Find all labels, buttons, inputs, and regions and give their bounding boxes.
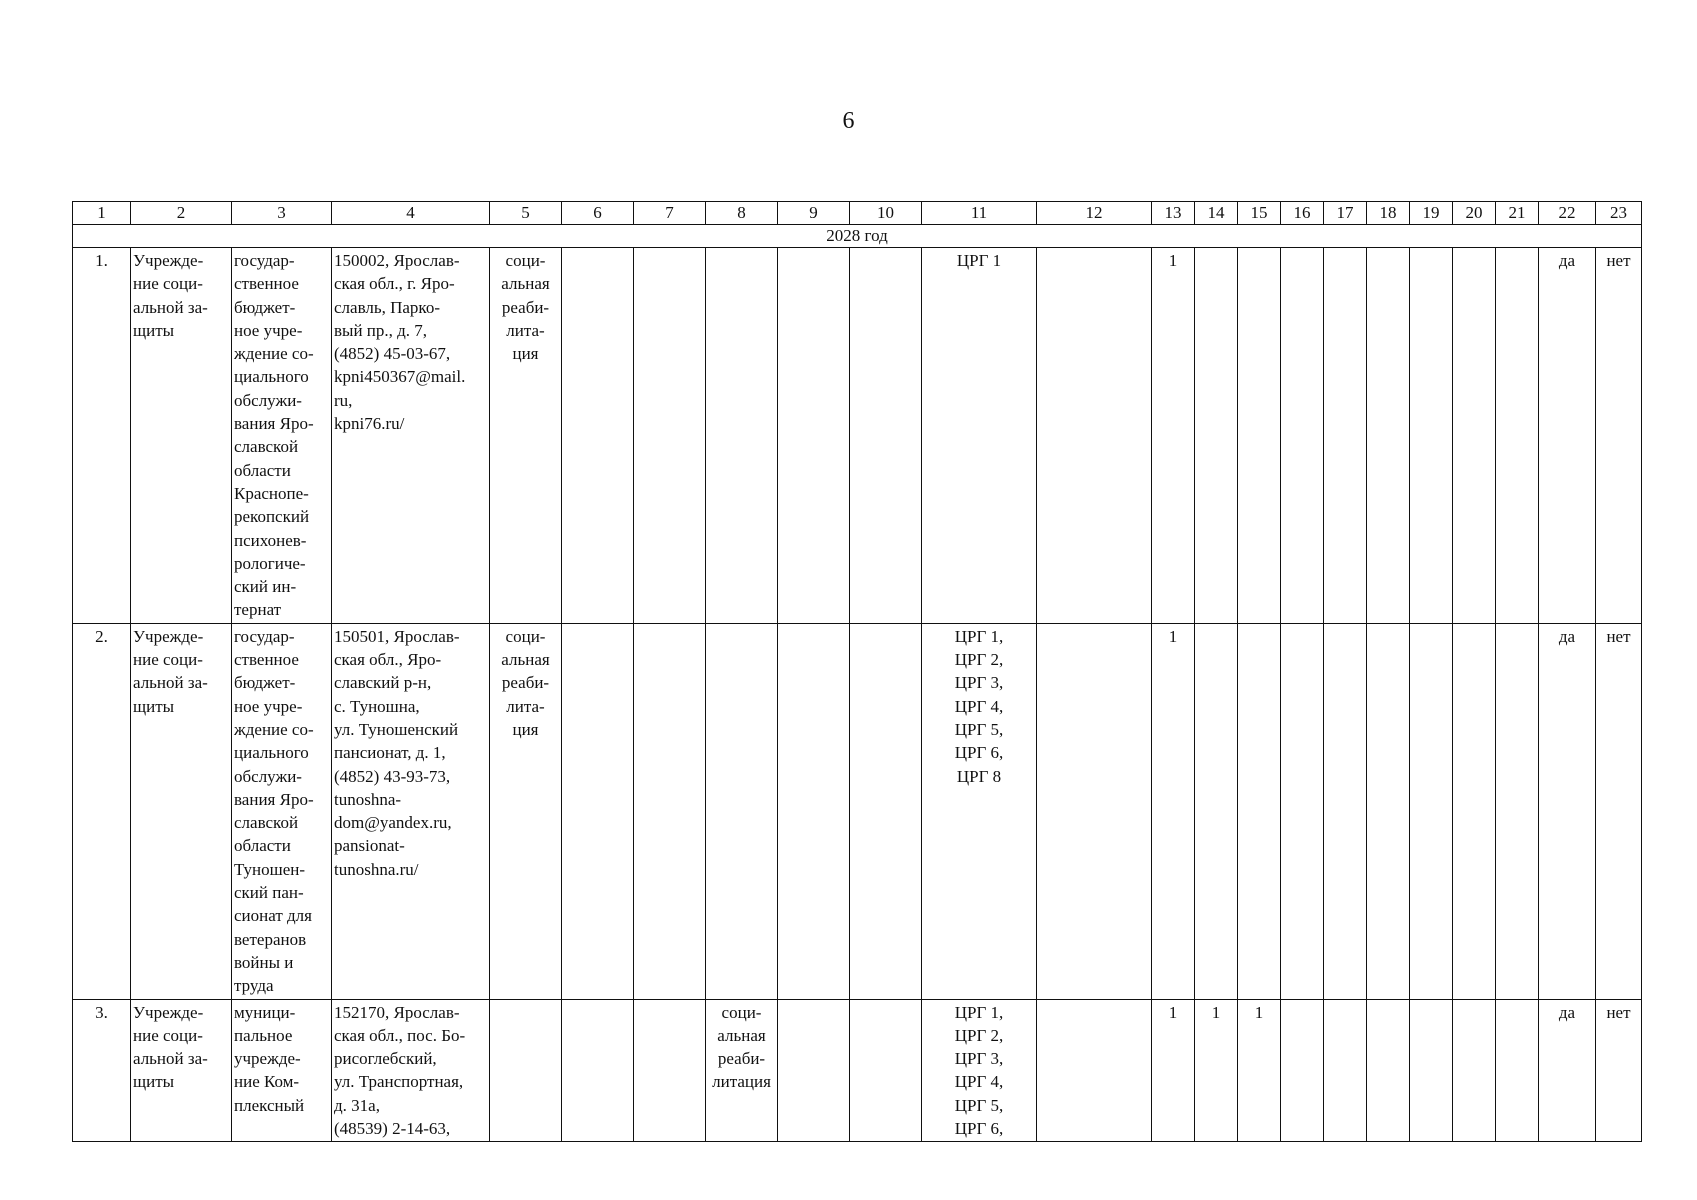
cell-col-15 — [1238, 248, 1281, 624]
column-header-11: 11 — [922, 202, 1037, 225]
cell-col-17 — [1324, 623, 1367, 999]
cell-col-14 — [1195, 623, 1238, 999]
institution-address: 150002, Ярослав- ская обл., г. Яро- славль, Парко- вый пр., д. 7, (4852) 45-03-67, kpni450367@mail. ru, kpni76.ru/ — [332, 248, 490, 624]
cell-col-22: да — [1539, 248, 1596, 624]
cell-col-9 — [778, 248, 850, 624]
institution-type: Учрежде- ние соци- альной за- щиты — [131, 248, 232, 624]
cell-col-21 — [1496, 999, 1539, 1142]
institution-name: государ- ственное бюджет- ное учре- ждение со- циального обслужи- вания Яро- славской области Краснопе- рекопский психонев- рологиче- ский ин- тернат — [232, 248, 332, 624]
year-label: 2028 год — [73, 225, 1642, 248]
cell-col-20 — [1453, 623, 1496, 999]
column-header-3: 3 — [232, 202, 332, 225]
institution-type: Учрежде- ние соци- альной за- щиты — [131, 999, 232, 1142]
cell-col-17 — [1324, 999, 1367, 1142]
cell-col-12 — [1037, 999, 1152, 1142]
column-header-4: 4 — [332, 202, 490, 225]
cell-col-16 — [1281, 999, 1324, 1142]
cell-col-12 — [1037, 623, 1152, 999]
cell-col-5 — [490, 999, 562, 1142]
cell-col-19 — [1410, 623, 1453, 999]
column-header-6: 6 — [562, 202, 634, 225]
cell-col-13: 1 — [1152, 623, 1195, 999]
column-header-15: 15 — [1238, 202, 1281, 225]
row-number: 2. — [73, 623, 131, 999]
column-header-5: 5 — [490, 202, 562, 225]
institution-type: Учрежде- ние соци- альной за- щиты — [131, 623, 232, 999]
column-header-7: 7 — [634, 202, 706, 225]
cell-col-17 — [1324, 248, 1367, 624]
cell-col-12 — [1037, 248, 1152, 624]
cell-col-11: ЦРГ 1, ЦРГ 2, ЦРГ 3, ЦРГ 4, ЦРГ 5, ЦРГ 6, — [922, 999, 1037, 1142]
cell-col-9 — [778, 623, 850, 999]
cell-col-22: да — [1539, 623, 1596, 999]
table-row — [73, 999, 1642, 1142]
table-row — [73, 623, 1642, 999]
column-header-9: 9 — [778, 202, 850, 225]
cell-col-21 — [1496, 623, 1539, 999]
row-number: 3. — [73, 999, 131, 1142]
cell-col-23: нет — [1596, 248, 1642, 624]
cell-col-20 — [1453, 248, 1496, 624]
column-header-2: 2 — [131, 202, 232, 225]
cell-col-20 — [1453, 999, 1496, 1142]
cell-col-9 — [778, 999, 850, 1142]
row-number: 1. — [73, 248, 131, 624]
column-header-14: 14 — [1195, 202, 1238, 225]
cell-col-14 — [1195, 248, 1238, 624]
institution-address: 150501, Ярослав- ская обл., Яро- славский р-н, с. Туношна, ул. Туношенский пансионат, д. 1, (4852) 43-93-73, tunoshna- dom@yandex.ru, pansionat- tunoshna.ru/ — [332, 623, 490, 999]
cell-col-11: ЦРГ 1 — [922, 248, 1037, 624]
cell-col-8 — [706, 248, 778, 624]
cell-col-15: 1 — [1238, 999, 1281, 1142]
cell-col-6 — [562, 248, 634, 624]
cell-col-6 — [562, 623, 634, 999]
column-header-10: 10 — [850, 202, 922, 225]
page-number: 6 — [842, 108, 855, 134]
table-row — [73, 248, 1642, 624]
cell-col-23: нет — [1596, 623, 1642, 999]
cell-col-13: 1 — [1152, 248, 1195, 624]
institution-name: муници- пальное учрежде- ние Ком- плексный — [232, 999, 332, 1142]
column-header-12: 12 — [1037, 202, 1152, 225]
cell-col-10 — [850, 999, 922, 1142]
institution-address: 152170, Ярослав- ская обл., пос. Бо- рисоглебский, ул. Транспортная, д. 31а, (48539) 2-14-63, — [332, 999, 490, 1142]
cell-col-8: соци- альная реаби- литация — [706, 999, 778, 1142]
register-table — [72, 201, 1642, 1142]
cell-col-16 — [1281, 248, 1324, 624]
column-header-22: 22 — [1539, 202, 1596, 225]
cell-col-10 — [850, 623, 922, 999]
cell-col-7 — [634, 999, 706, 1142]
column-header-13: 13 — [1152, 202, 1195, 225]
column-header-17: 17 — [1324, 202, 1367, 225]
cell-col-5: соци- альная реаби- лита- ция — [490, 248, 562, 624]
cell-col-5: соци- альная реаби- лита- ция — [490, 623, 562, 999]
column-header-21: 21 — [1496, 202, 1539, 225]
institution-name: государ- ственное бюджет- ное учре- ждение со- циального обслужи- вания Яро- славской области Туношен- ский пан- сионат для ветеранов войны и труда — [232, 623, 332, 999]
cell-col-14: 1 — [1195, 999, 1238, 1142]
column-number-row — [73, 202, 1642, 225]
cell-col-16 — [1281, 623, 1324, 999]
column-header-23: 23 — [1596, 202, 1642, 225]
cell-col-8 — [706, 623, 778, 999]
column-header-19: 19 — [1410, 202, 1453, 225]
column-header-16: 16 — [1281, 202, 1324, 225]
cell-col-19 — [1410, 999, 1453, 1142]
cell-col-7 — [634, 248, 706, 624]
column-header-8: 8 — [706, 202, 778, 225]
cell-col-15 — [1238, 623, 1281, 999]
column-header-18: 18 — [1367, 202, 1410, 225]
cell-col-6 — [562, 999, 634, 1142]
cell-col-22: да — [1539, 999, 1596, 1142]
cell-col-18 — [1367, 999, 1410, 1142]
cell-col-11: ЦРГ 1, ЦРГ 2, ЦРГ 3, ЦРГ 4, ЦРГ 5, ЦРГ 6, ЦРГ 8 — [922, 623, 1037, 999]
cell-col-18 — [1367, 623, 1410, 999]
cell-col-10 — [850, 248, 922, 624]
cell-col-13: 1 — [1152, 999, 1195, 1142]
column-header-1: 1 — [73, 202, 131, 225]
cell-col-23: нет — [1596, 999, 1642, 1142]
cell-col-21 — [1496, 248, 1539, 624]
column-header-20: 20 — [1453, 202, 1496, 225]
cell-col-7 — [634, 623, 706, 999]
cell-col-18 — [1367, 248, 1410, 624]
year-row — [73, 225, 1642, 248]
cell-col-19 — [1410, 248, 1453, 624]
